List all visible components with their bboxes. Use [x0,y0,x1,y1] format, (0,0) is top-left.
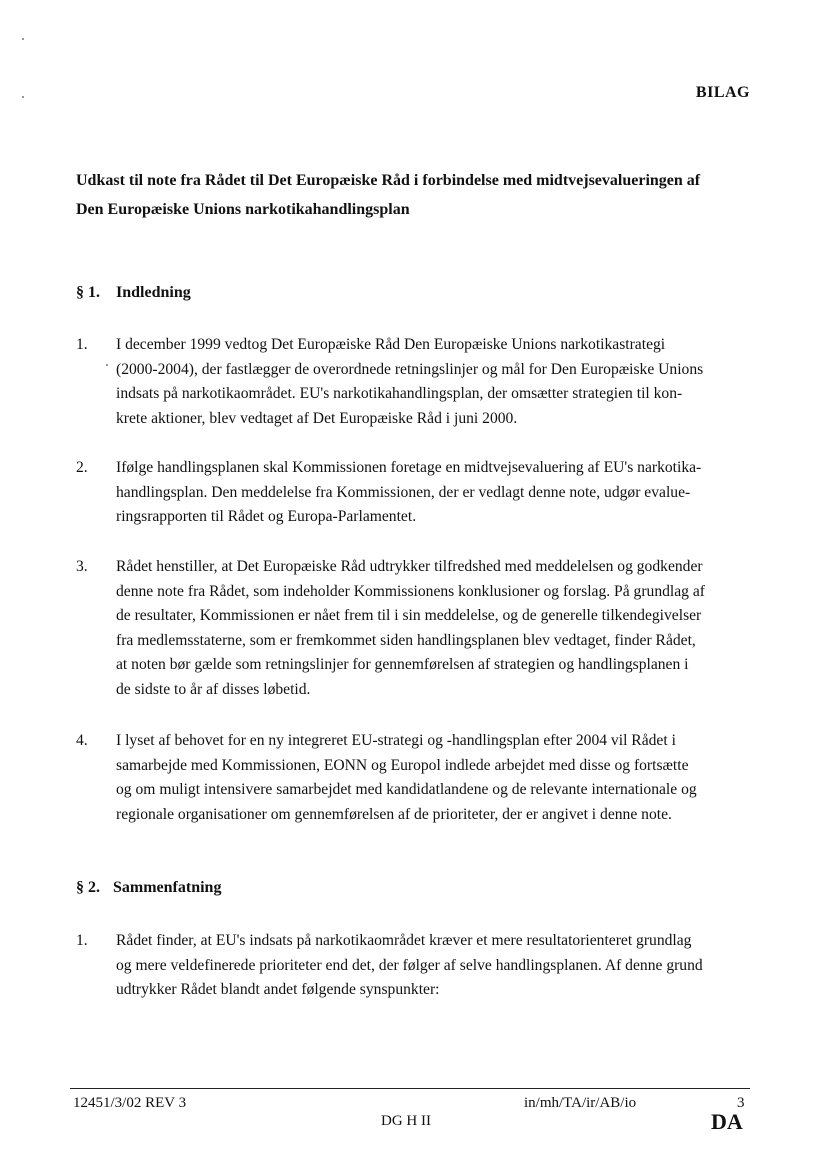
text-line: og mere veldefinerede prioriteter end det, der følger af selve handlingsplanen. Af denne grund [116,956,703,974]
item-number: 3. [76,558,88,575]
text-line: ringsrapporten til Rådet og Europa-Parlamentet. [116,508,417,526]
section-number: § 1. [76,284,100,301]
section-title: Indledning [116,284,191,301]
scan-speck [22,96,24,98]
text-line: udtrykker Rådet blandt andet følgende synspunkter: [116,981,440,999]
scan-speck [106,364,108,366]
item-number: 1. [76,336,88,353]
text-line: samarbejde med Kommissionen, EONN og Europol indlede arbejdet med disse og fortsætte [116,756,689,774]
text-line: denne note fra Rådet, som indeholder Kommissionens konklusioner og forslag. På grundlag af [116,582,705,600]
document-title [76,166,766,224]
footer-language-code: DA [711,1109,743,1134]
text-line: I december 1999 vedtog Det Europæiske Råd Den Europæiske Unions narkotikastrategi [116,336,666,353]
footer-initials: in/mh/TA/ir/AB/io [524,1095,637,1111]
text-line: fra medlemsstaterne, som er fremkommet siden handlingsplanen blev vedtaget, finder Rådet, [116,631,696,649]
text-line: Rådet finder, at EU's indsats på narkotikaområdet kræver et mere resultatorienteret grundlag [116,932,692,949]
item-number: 2. [76,459,88,476]
footer-doc-ref: 12451/3/02 REV 3 [73,1095,187,1111]
footer-page-number: 3 [737,1095,745,1111]
text-line: handlingsplan. Den meddelelse fra Kommissionen, der er vedlagt denne note, udgør evalue- [116,483,691,501]
footer-rule [70,1088,750,1089]
text-line: de sidste to år af disses løbetid. [116,680,311,698]
scan-speck [22,38,24,40]
annex-label: BILAG [695,84,750,101]
title-line: Udkast til note fra Rådet til Det Europæiske Råd i forbindelse med midtvejsevalueringen af [76,172,701,189]
item-number: 1. [76,932,88,949]
item-text [116,333,756,431]
section-number: § 2. [76,879,100,896]
text-line: og om muligt intensivere samarbejdet med kandidatlandene og de relevante internationale og [116,781,697,799]
text-line: indsats på narkotikaområdet. EU's narkotikahandlingsplan, der omsætter strategien til kon- [116,385,683,403]
item-text [116,456,756,530]
text-line: regionale organisationer om gennemførelsen af de prioriteter, der er angivet i denne note. [116,805,672,823]
text-line: I lyset af behovet for en ny integreret EU-strategi og -handlingsplan efter 2004 vil Rådet i [116,732,676,749]
text-line: de resultater, Kommissionen er nået frem til i sin meddelelse, og de generelle tilkendegivelser [116,607,702,625]
text-line: Rådet henstiller, at Det Europæiske Råd udtrykker tilfredshed med meddelelsen og godkender [116,558,703,575]
text-line: (2000-2004), der fastlægger de overordnede retningslinjer og mål for Den Europæiske Unions [116,360,704,378]
item-text [116,929,756,1003]
section-title: Sammenfatning [113,879,222,896]
title-line: Den Europæiske Unions narkotikahandlingsplan [76,201,410,218]
text-line: Ifølge handlingsplanen skal Kommissionen foretage en midtvejsevaluering af EU's narkotika- [116,459,702,476]
text-line: at noten bør gælde som retningslinjer for gennemførelsen af strategien og handlingsplanen i [116,656,689,674]
item-text [116,555,756,703]
text-line: krete aktioner, blev vedtaget af Det Europæiske Råd i juni 2000. [116,409,518,427]
footer-directorate: DG H II [381,1113,431,1129]
item-number: 4. [76,732,88,749]
item-text [116,729,756,827]
